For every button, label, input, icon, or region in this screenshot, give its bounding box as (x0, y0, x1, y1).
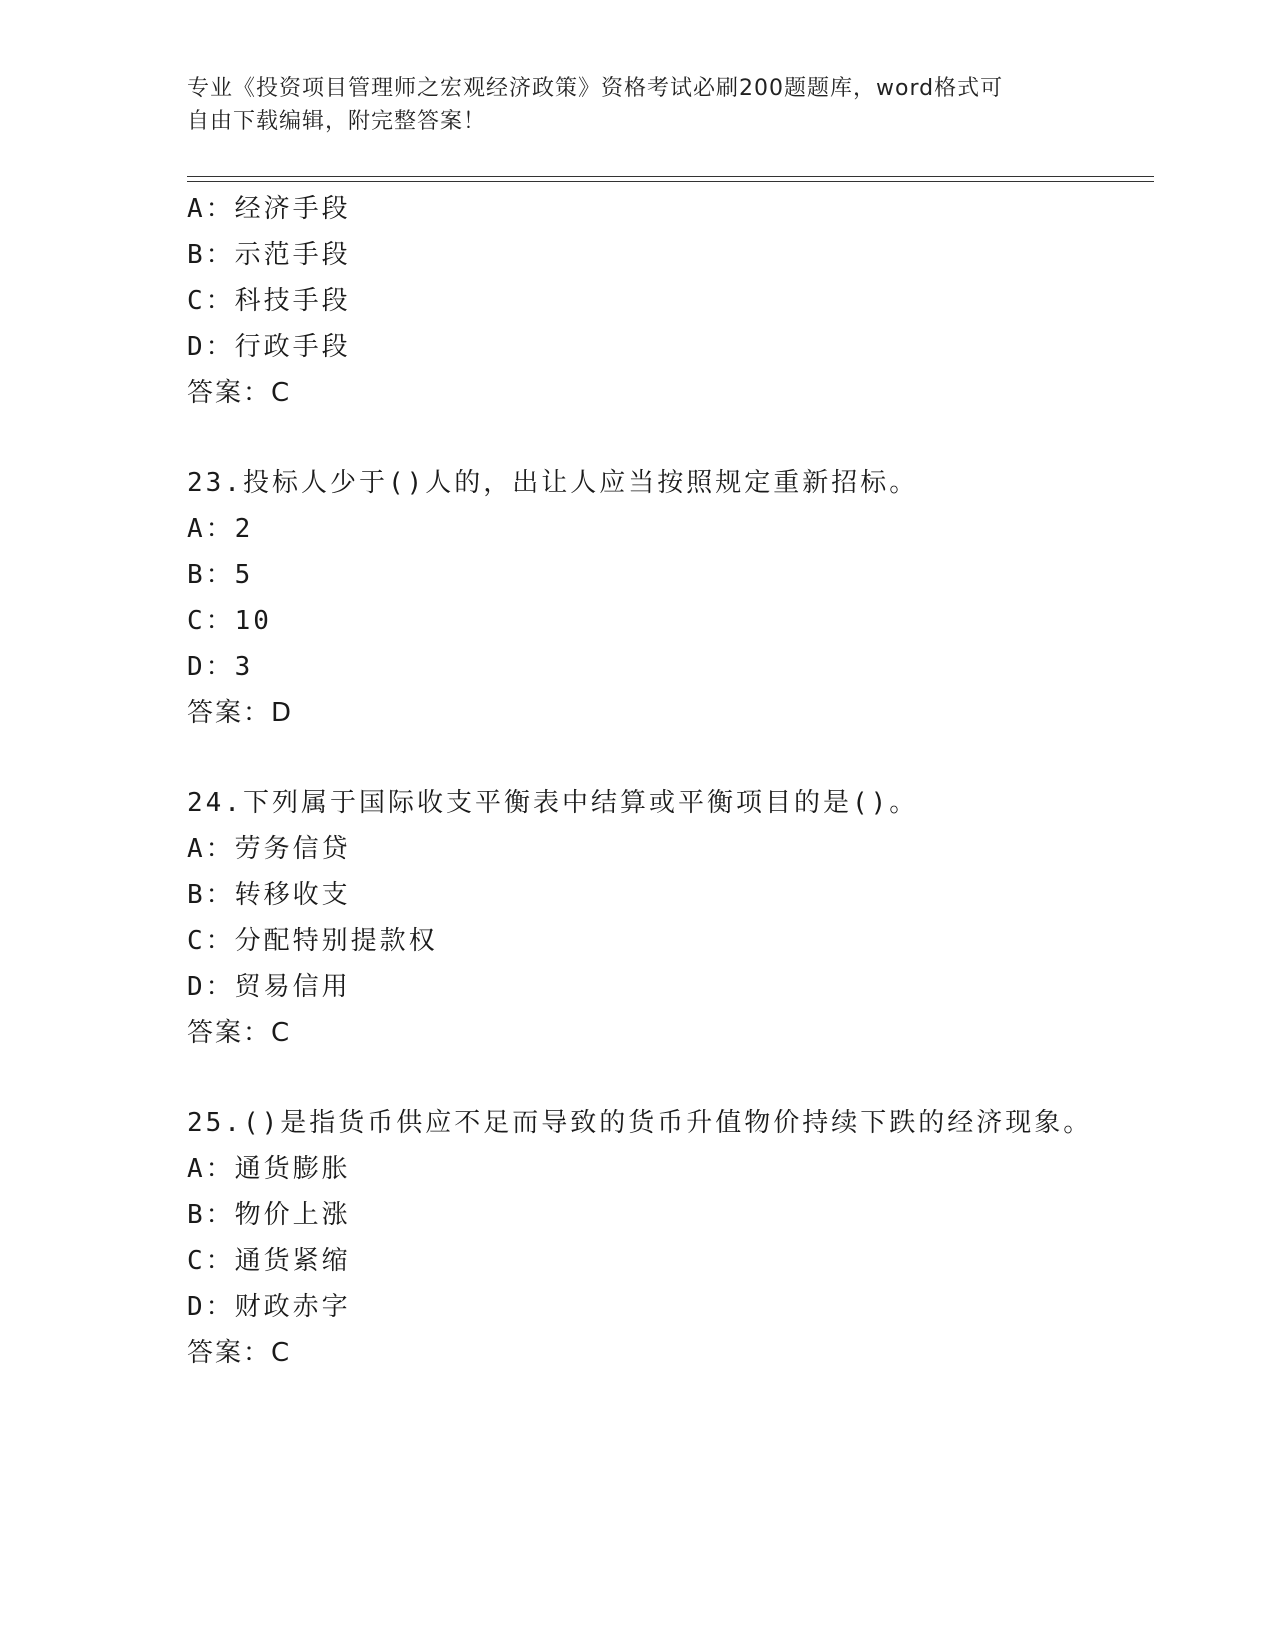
option-b: B：转移收支 (187, 880, 351, 910)
answer: 答案：D (187, 698, 294, 728)
question-22-continued (187, 186, 1147, 416)
question-25 (187, 1100, 1147, 1376)
question-24 (187, 780, 1147, 1056)
question-stem: 23.投标人少于()人的，出让人应当按照规定重新招标。 (187, 468, 919, 498)
option-d: D：行政手段 (187, 332, 351, 362)
option-a: A：2 (187, 514, 254, 544)
option-a: A：通货膨胀 (187, 1154, 351, 1184)
header-rule-top (187, 176, 1154, 177)
header-line-1: 专业《投资项目管理师之宏观经济政策》资格考试必刷200题题库，word格式可 (187, 76, 1004, 101)
option-a: A：劳务信贷 (187, 834, 351, 864)
option-c: C：10 (187, 606, 272, 636)
question-stem: 25.()是指货币供应不足而导致的货币升值物价持续下跌的经济现象。 (187, 1108, 1093, 1138)
question-23 (187, 460, 1147, 736)
option-b: B：物价上涨 (187, 1200, 351, 1230)
header-rule-bottom (187, 181, 1154, 182)
option-d: D：3 (187, 652, 254, 682)
answer: 答案：C (187, 1018, 292, 1048)
option-c: C：通货紧缩 (187, 1246, 351, 1276)
answer: 答案：C (187, 1338, 292, 1368)
header-line-2: 自由下载编辑，附完整答案！ (187, 109, 487, 134)
document-header (187, 72, 1067, 138)
option-d: D：财政赤字 (187, 1292, 351, 1322)
option-c: C：科技手段 (187, 286, 351, 316)
answer: 答案：C (187, 378, 292, 408)
question-stem: 24.下列属于国际收支平衡表中结算或平衡项目的是()。 (187, 788, 919, 818)
option-a: A：经济手段 (187, 194, 351, 224)
option-d: D：贸易信用 (187, 972, 351, 1002)
option-c: C：分配特别提款权 (187, 926, 438, 956)
option-b: B：示范手段 (187, 240, 351, 270)
option-b: B：5 (187, 560, 254, 590)
question-list (187, 186, 1147, 1376)
